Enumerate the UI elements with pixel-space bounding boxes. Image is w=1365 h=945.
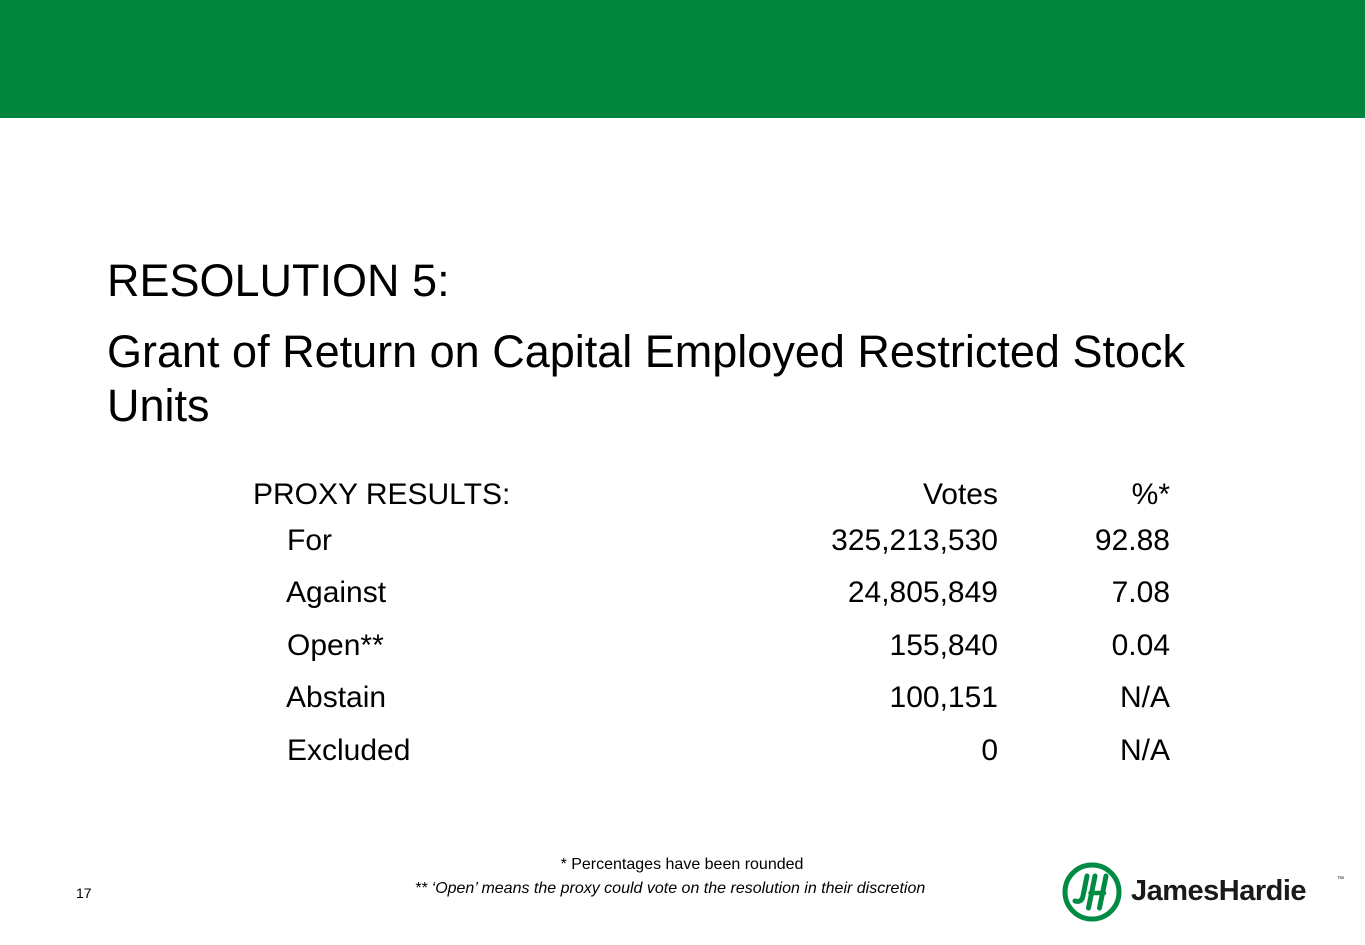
row-votes: 0 [981, 734, 998, 767]
table-row [0, 524, 1365, 564]
table-row [0, 576, 1365, 616]
jh-monogram-icon [1062, 862, 1122, 922]
row-label: Open** [287, 629, 384, 662]
footnote-rounded: * Percentages have been rounded [560, 856, 804, 873]
row-votes: 155,840 [889, 629, 998, 662]
trademark-mark: ™ [1337, 876, 1344, 883]
row-votes: 24,805,849 [847, 576, 998, 609]
page-number: 17 [76, 885, 92, 901]
percent-column-header: %* [1131, 478, 1170, 511]
resolution-subtitle: Grant of Return on Capital Employed Restricted Stock Units [107, 326, 1186, 431]
row-label: Excluded [287, 734, 411, 767]
row-votes: 100,151 [889, 681, 998, 714]
row-percent: 7.08 [1111, 576, 1170, 609]
logo-wordmark: JamesHardie [1131, 875, 1307, 907]
row-percent: N/A [1119, 681, 1170, 714]
footnote-open: ** ‘Open’ means the proxy could vote on the resolution in their discretion [414, 880, 926, 897]
row-percent: 0.04 [1111, 629, 1170, 662]
row-votes: 325,213,530 [831, 524, 998, 557]
row-label: Abstain [286, 681, 387, 714]
row-percent: 92.88 [1094, 524, 1170, 557]
table-row [0, 629, 1365, 669]
header-band [0, 0, 1365, 118]
row-label: For [287, 524, 332, 557]
james-hardie-logo [1062, 862, 1347, 924]
resolution-title: RESOLUTION 5: [107, 255, 450, 306]
row-percent: N/A [1119, 734, 1170, 767]
table-row [0, 681, 1365, 721]
proxy-results-header: PROXY RESULTS: [253, 478, 511, 511]
votes-column-header: Votes [922, 478, 998, 511]
table-row [0, 734, 1365, 774]
row-label: Against [286, 576, 387, 609]
